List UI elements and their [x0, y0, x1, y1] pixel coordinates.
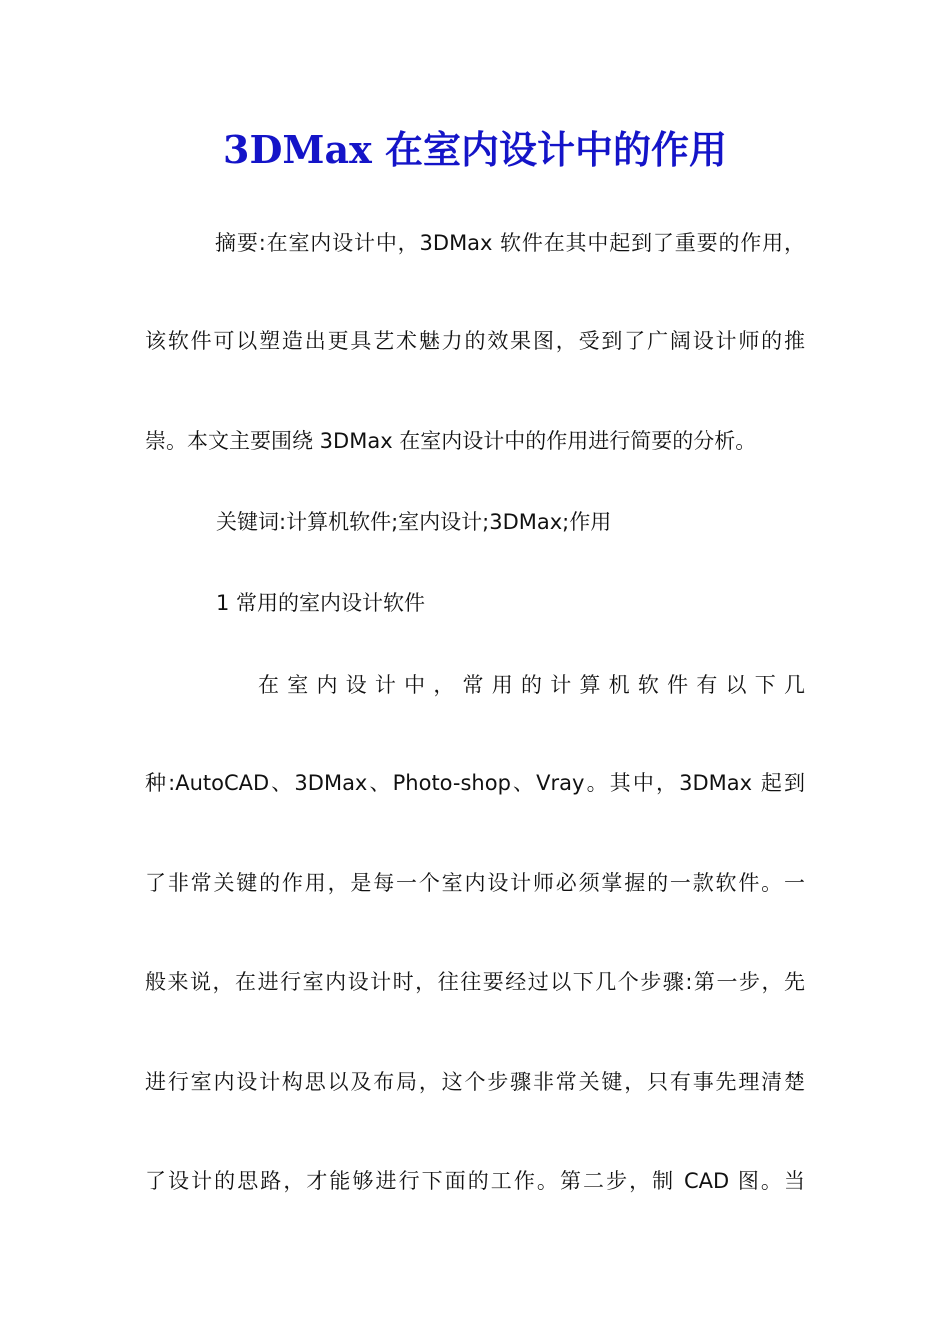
body-line-6: 了设计的思路，才能够进行下面的工作。第二步，制 CAD 图。当 — [145, 1169, 805, 1193]
body-line-1: 在 室 内 设 计 中 ， 常 用 的 计 算 机 软 件 有 以 下 几 — [258, 673, 805, 697]
document-title: 3DMax 在室内设计中的作用 — [223, 127, 727, 172]
body-line-4: 般来说，在进行室内设计时，往往要经过以下几个步骤:第一步，先 — [145, 970, 805, 994]
abstract-line-3: 崇。本文主要围绕 3DMax 在室内设计中的作用进行简要的分析。 — [145, 429, 757, 453]
body-line-3: 了非常关键的作用，是每一个室内设计师必须掌握的一款软件。一 — [145, 871, 805, 895]
keywords-line: 关键词:计算机软件;室内设计;3DMax;作用 — [216, 510, 612, 534]
section-heading: 1 常用的室内设计软件 — [216, 591, 426, 615]
body-line-5: 进行室内设计构思以及布局，这个步骤非常关键，只有事先理清楚 — [145, 1070, 805, 1094]
abstract-line-1: 摘要:在室内设计中，3DMax 软件在其中起到了重要的作用， — [215, 231, 805, 255]
body-line-2: 种:AutoCAD、3DMax、Photo-shop、Vray。其中，3DMax 起到 — [145, 771, 805, 795]
abstract-line-2: 该软件可以塑造出更具艺术魅力的效果图，受到了广阔设计师的推 — [145, 329, 805, 353]
